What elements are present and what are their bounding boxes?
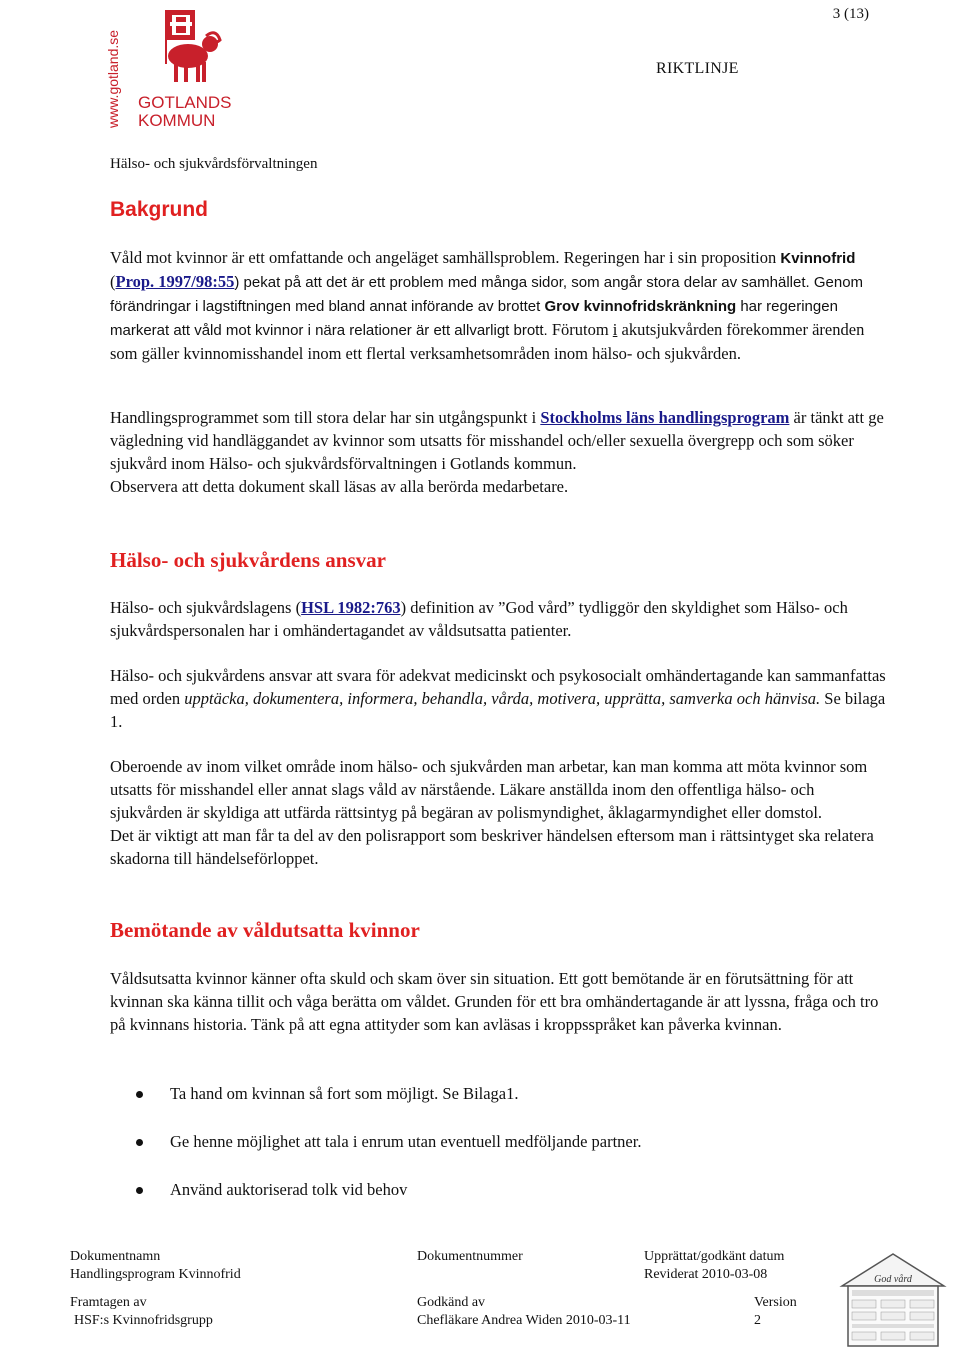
- text: Hälso- och sjukvårdens ansvar att svara för adekvat medicinskt och psykosocialt omhändertagande kan sammanfattas med orden: [110, 666, 886, 708]
- ansvar-paragraph-1: [110, 596, 890, 642]
- document-type: RIKTLINJE: [656, 60, 739, 77]
- text: (: [110, 272, 116, 291]
- footer-value: Handlingsprogram Kvinnofrid: [70, 1267, 241, 1282]
- house-icon: [838, 1252, 948, 1348]
- footer-prepared-by: [70, 1294, 213, 1330]
- footer-label: Godkänd av: [417, 1295, 486, 1310]
- text: Oberoende av inom vilket område inom hälso- och sjukvården man arbetar, kan man komma att möta kvinnor som utsatts för misshandel eller annat slags våld av närstående. Läkare anställda inom den offentliga hälso- och sjukvården är skyldiga att utfärda rättsintyg på begäran av polismyndighet, åklagarmyndighet eller domstol.: [110, 757, 868, 822]
- list-item: [128, 1130, 888, 1178]
- italic-keywords: upptäcka, dokumentera, informera, behandla, vårda, motivera, upprätta, samverka och hänvisa.: [184, 689, 821, 708]
- kvinnofrid-term: Kvinnofrid: [780, 250, 856, 267]
- bemotande-bullet-list: [128, 1082, 888, 1226]
- bakgrund-paragraph-1: [110, 246, 890, 365]
- bakgrund-paragraph-2: [110, 406, 890, 498]
- footer-approved-by: [417, 1294, 631, 1330]
- footer-label: Framtagen av: [70, 1295, 147, 1310]
- list-item: [128, 1178, 888, 1226]
- text: Handlingsprogrammet som till stora delar har sin utgångspunkt i: [110, 408, 541, 427]
- bakgrund-note: Observera att detta dokument skall läsas av alla berörda medarbetare.: [110, 477, 569, 496]
- ansvar-paragraph-2: [110, 664, 890, 733]
- logo-name-line1: GOTLANDS: [138, 93, 232, 112]
- ram-emblem-icon: [104, 4, 234, 130]
- text: ) pekat på att det är ett problem med många sidor, som angår stora delar av samhället.: [234, 274, 810, 291]
- text: Se bilaga 1.: [110, 689, 886, 731]
- logo-url-text: www.gotland.se: [105, 29, 121, 128]
- footer-doc-number: [417, 1248, 523, 1266]
- text: Förutom: [547, 320, 613, 339]
- page-number: 3 (13): [832, 6, 869, 22]
- stockholms-handlingsprogram-link[interactable]: Stockholms läns handlingsprogram: [540, 408, 790, 427]
- text: Våldsutsatta kvinnor känner ofta skuld och skam över sin situation. Ett gott bemötande är en förutsättning för att kvinnan ska känna tillit och våga berätta om våldet. Grunden för ett bra omhändertagande är att lyssna, fråga och tro på kvinnans historia. Tänk på att egna attityder som kan avläsas i kroppsspråket kan påverka kvinnan.: [110, 969, 879, 1034]
- list-item-text: Använd auktoriserad tolk vid behov: [170, 1180, 408, 1199]
- bemotande-paragraph: [110, 967, 890, 1036]
- footer-label: Version: [754, 1295, 797, 1310]
- bullet-icon: [136, 1139, 143, 1146]
- text: Det är viktigt att man får ta del av den polisrapport som beskriver händelsen eftersom man i rättsintyget ska relatera skadorna till händelseförloppet.: [110, 826, 874, 868]
- list-item-text: Ta hand om kvinnan så fort som möjligt. Se Bilaga1.: [170, 1084, 519, 1103]
- text: är tänkt att ge vägledning vid handläggandet av kvinnor som utsatts för misshandel och/eller sexuella övergrepp och som söker sjukvård inom Hälso- och sjukvårdsförvaltningen i Gotlands kommun.: [110, 408, 884, 473]
- footer-label: Dokumentnummer: [417, 1249, 523, 1264]
- footer-version: [754, 1294, 797, 1330]
- footer-value: HSF:s Kvinnofridsgrupp: [74, 1313, 213, 1328]
- text: Våld mot kvinnor är ett omfattande och angeläget samhällsproblem. Regeringen har i sin proposition: [110, 248, 781, 267]
- footer-doc-name: [70, 1248, 241, 1284]
- text: akutsjukvården förekommer ärenden som gäller kvinnomisshandel inom ett flertal verksamhetsområden inom hälso- och sjukvården.: [110, 320, 865, 363]
- heading-bakgrund: Bakgrund: [110, 198, 209, 221]
- footer-approved-date: [644, 1248, 784, 1284]
- heading-ansvar: Hälso- och sjukvårdens ansvar: [110, 548, 386, 572]
- underlined-word: i: [612, 320, 618, 339]
- text: Hälso- och sjukvårdslagens (: [110, 598, 302, 617]
- list-item-text: Ge henne möjlighet att tala i enrum utan eventuell medföljande partner.: [170, 1132, 642, 1151]
- footer-value: Reviderat 2010-03-08: [644, 1267, 768, 1282]
- bullet-icon: [136, 1091, 143, 1098]
- footer-value: 2: [754, 1313, 761, 1328]
- text: Genom förändringar i lagstiftningen med bland annat införande av brottet: [110, 274, 864, 315]
- gotlands-kommun-logo: [104, 4, 234, 130]
- list-item: [128, 1082, 888, 1130]
- footer-value: Chefläkare Andrea Widen 2010-03-11: [417, 1313, 631, 1328]
- heading-bemotande: Bemötande av våldutsatta kvinnor: [110, 918, 420, 942]
- bullet-icon: [136, 1187, 143, 1194]
- text: ) definition av ”God vård” tydliggör den skyldighet som Hälso- och sjukvårdspersonalen har i omhändertagandet av våldsutsatta patienter.: [110, 598, 848, 640]
- house-title: God vård: [874, 1274, 912, 1285]
- grov-kvinnofridskrankning-term: Grov kvinnofridskränkning: [544, 298, 737, 315]
- god-vard-house-graphic: [838, 1252, 948, 1348]
- footer-label: Upprättat/godkänt datum: [644, 1249, 785, 1264]
- prop-link[interactable]: Prop. 1997/98:55: [115, 272, 235, 291]
- footer-label: Dokumentnamn: [70, 1249, 161, 1264]
- ansvar-paragraph-3: [110, 755, 890, 870]
- organization-name: Hälso- och sjukvårdsförvaltningen: [110, 156, 318, 172]
- logo-name-line2: KOMMUN: [138, 111, 216, 130]
- text: har regeringen markerat att våld mot kvinnor i nära relationer är ett allvarligt brott.: [110, 298, 838, 339]
- hsl-link[interactable]: HSL 1982:763: [301, 598, 401, 617]
